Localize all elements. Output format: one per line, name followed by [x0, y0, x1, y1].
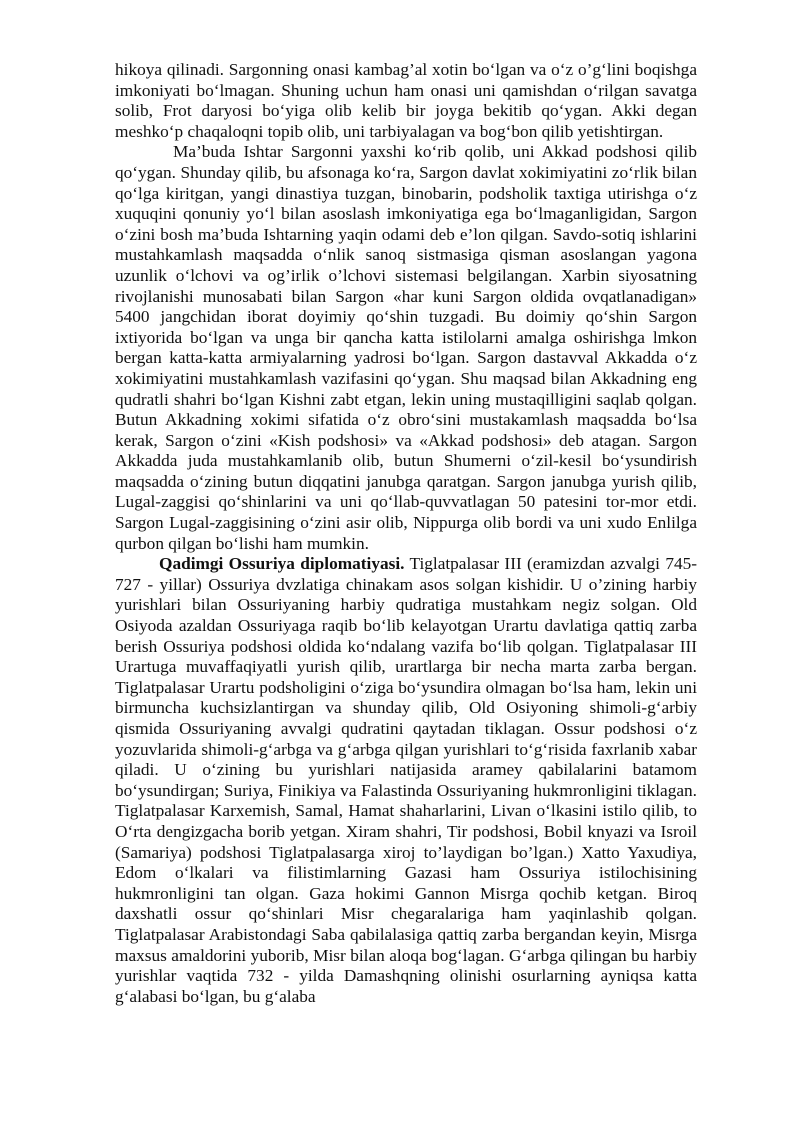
paragraph-assyria-text: Tiglatpalasar III (eramizdan azvalgi 745-727 - yillar) Ossuriya dvzlatiga chinakam asos solgan kishidir. U o’zining harbiy yurishlari bilan Ossuriyaning harbiy qudratiga mustahkam negiz solgan. Old Osiyoda azaldan Ossuriyaga raqib bo‘lib kelayotgan Urartu davlatiga qattiq zarba berish Ossuriya podshosi oldida ko‘ndalang vazifa bo‘lib qolgan. Tiglatpalasar III Urartuga muvaffaqiyatli yurish qilib, urartlarga bir necha marta zarba bergan. Tiglatpalasar Urartu podsholigini o‘ziga bo‘ysundira olmagan bo‘lsa ham, lekin uni birmuncha kuchsizlantirgan va shunday qilib, Old Osiyoning shimoli-g‘arbiy qismida Ossuriyaning avvalgi qudratini qaytadan tiklagan. Ossur podshosi o‘z yozuvlarida shimoli-g‘arbga va g‘arbga qilgan yurishlari to‘g‘risida faxrlanib xabar qiladi. U o‘zining bu yurishlari natijasida aramey qabilalarini batamom bo‘ysundirgan; Suriya, Finikiya va Falastinda Ossuriyaning hukmronligini tiklagan. Tiglatpalasar Karxemish, Samal, Hamat shaharlarini, Livan o‘lkasini istilo qilib, to O‘rta dengizgacha borib yetgan. Xiram shahri, Tir podshosi, Bobil knyazi va Isroil (Samariya) podshosi Tiglatpalasarga xiroj to’laydigan bo’lgan.) Xatto Yaxudiya, Edom o‘lkalari va filistimlarning Gazasi ham Ossuriya istilochisining hukmronligini tan olgan. Gaza hokimi Gannon Misrga qochib ketgan. Biroq daxshatli ossur qo‘shinlari Misr chegaralariga ham yaqinlashib qolgan. Tiglatpalasar Arabistondagi Saba qabilalasiga qattiq zarba bergandan keyin, Misrga maxsus amaldorini yuborib, Misr bilan aloqa bog‘lagan. G‘arbga qilingan bu harbiy yurishlar vaqtida 732 - yilda Damashqning olinishi osurlarning ayniqsa katta g‘alabasi bo‘lgan, bu g‘alaba	[115, 554, 698, 1006]
document-page	[115, 60, 697, 1007]
paragraph-continuation: hikoya qilinadi. Sargonning onasi kambag’al xotin bo‘lgan va o‘z o’g‘lini boqishga imkoniyati bo‘lmagan. Shuning uchun ham onasi uni qamishdan o‘rilgan savatga solib, Frot daryosi bo‘yiga olib kelib bir joyga bekitib qo‘ygan. Akki degan meshko‘p chaqaloqni topib olib, uni tarbiyalagan va bog‘bon qilib yetishtirgan.	[115, 60, 697, 141]
paragraph-sargon: Ma’buda Ishtar Sargonni yaxshi ko‘rib qolib, uni Akkad podshosi qilib qo‘ygan. Shunday qilib, bu afsonaga ko‘ra, Sargon davlat xokimiyatini zo‘rlik bilan qo‘lga kiritgan, yangi dinastiya tuzgan, binobarin, podsholik taxtiga utirishga o‘z xuquqini qonuniy yo‘l bilan asoslash imkoniyatiga ega bo‘lmaganligidan, Sargon o‘zini bosh ma’buda Ishtarning yaqin odami deb e’lon qilgan. Savdo-sotiq ishlarini mustahkamlash maqsadda o‘nlik sanoq sistmasiga qisman asoslangan yagona uzunlik o‘lchovi va og’irlik o’lchovi sistemasi belgilangan. Xarbin siyosatning rivojlanishi munosabati bilan Sargon «har kuni Sargon oldida ovqatlanadigan» 5400 jangchidan iborat doyimiy qo‘shin tuzgadi. Bu doimiy qo‘shin Sargon ixtiyorida bo‘lgan va unga bir qancha katta istilolarni amalga oshirishga lmkon bergan katta-katta armiyalarning yadrosi bo‘lgan. Sargon dastavval Akkadda o‘z xokimiyatini mustahkamlash vazifasini qo‘ygan. Shu maqsad bilan Akkadning eng qudratli shahri bo‘lgan Kishni zabt etgan, lekin uning mustaqilligini saqlab qolgan. Butun Akkadning xokimi sifatida o‘z obro‘sini mustakamlash maqsadda bo‘lsa kerak, Sargon o‘zini «Kish podshosi» va «Akkad podshosi» deb atagan. Sargon Akkadda juda mustahkamlanib olib, butun Shumerni o‘zil-kesil bo‘ysundirish maqsadda o‘zining butun diqqatini janubga qaratgan. Sargon janubga yurish qilib, Lugal-zaggisi qo‘shinlarini va uni qo‘llab-quvvatlagan 50 patesini tor-mor etdi. Sargon Lugal-zaggisining o‘zini asir olib, Nippurga olib bordi va uni xudo Enlilga qurbon qilgan bo‘lishi ham mumkin.	[115, 142, 697, 553]
paragraph-assyria	[115, 554, 697, 1007]
section-heading: Qadimgi Ossuriya diplomatiyasi.	[159, 554, 405, 574]
